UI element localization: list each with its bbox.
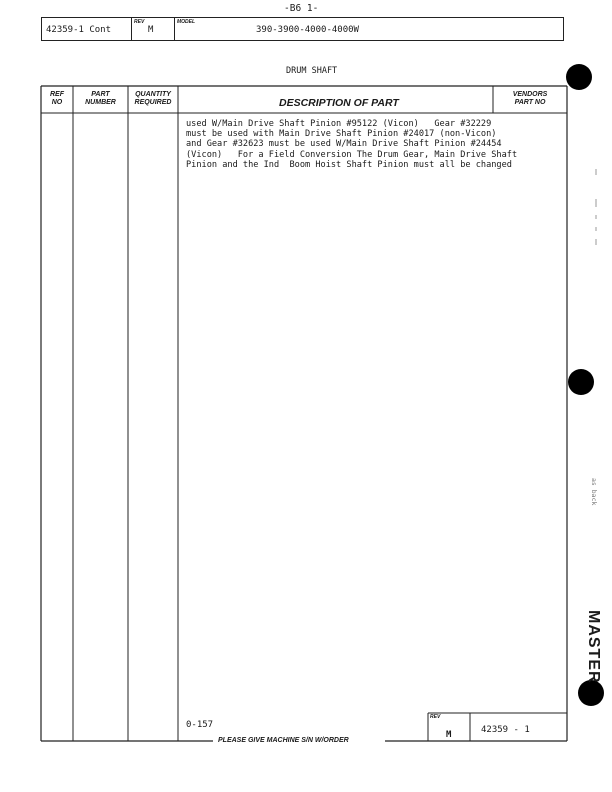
description-line: used W/Main Drive Shaft Pinion #95122 (Vicon) Gear #32229	[186, 119, 492, 129]
binder-hole-middle	[568, 369, 594, 395]
header-model: 390-3900-4000-4000W	[256, 25, 359, 35]
description-block	[186, 119, 517, 170]
page-header: -B6 1-	[284, 3, 319, 14]
description-line: (Vicon) For a Field Conversion The Drum Gear, Main Drive Shaft	[186, 149, 518, 160]
col-vendor-header: VENDORS PART NO	[512, 91, 548, 106]
footer-doc-number: 42359 - 1	[481, 725, 530, 735]
col-part-header: PART NUMBER	[85, 91, 116, 106]
binder-hole-top	[566, 64, 592, 90]
binder-hole-bottom	[578, 680, 604, 706]
form-code: 0-157	[186, 720, 214, 730]
col-ref-header: REF NO	[50, 91, 64, 106]
header-model-label: MODEL	[177, 19, 196, 25]
header-doc-number: 42359-1 Cont	[46, 25, 112, 35]
order-notice: PLEASE GIVE MACHINE S/N W/ORDER	[218, 737, 349, 744]
footer-rev: M	[446, 730, 452, 740]
footer-rev-label: REV	[430, 714, 441, 720]
margin-back-text: as back	[590, 478, 598, 506]
col-qty-header: QUANTITY REQUIRED	[134, 91, 172, 106]
description-line: and Gear #32623 must be used W/Main Drive Shaft Pinion #24454	[186, 139, 502, 150]
margin-marks	[590, 165, 602, 255]
header-rev-label: REV	[134, 19, 145, 25]
description-line: must be used with Main Drive Shaft Pinion #24017 (non-Vicon)	[186, 129, 497, 140]
col-desc-header: DESCRIPTION OF PART	[279, 97, 399, 109]
header-rev: M	[148, 25, 154, 35]
margin-master-text: MASTER	[585, 610, 602, 684]
section-title: DRUM SHAFT	[286, 66, 338, 76]
description-line: Pinion and the Ind Boom Hoist Shaft Pinion must all be changed	[186, 159, 512, 170]
